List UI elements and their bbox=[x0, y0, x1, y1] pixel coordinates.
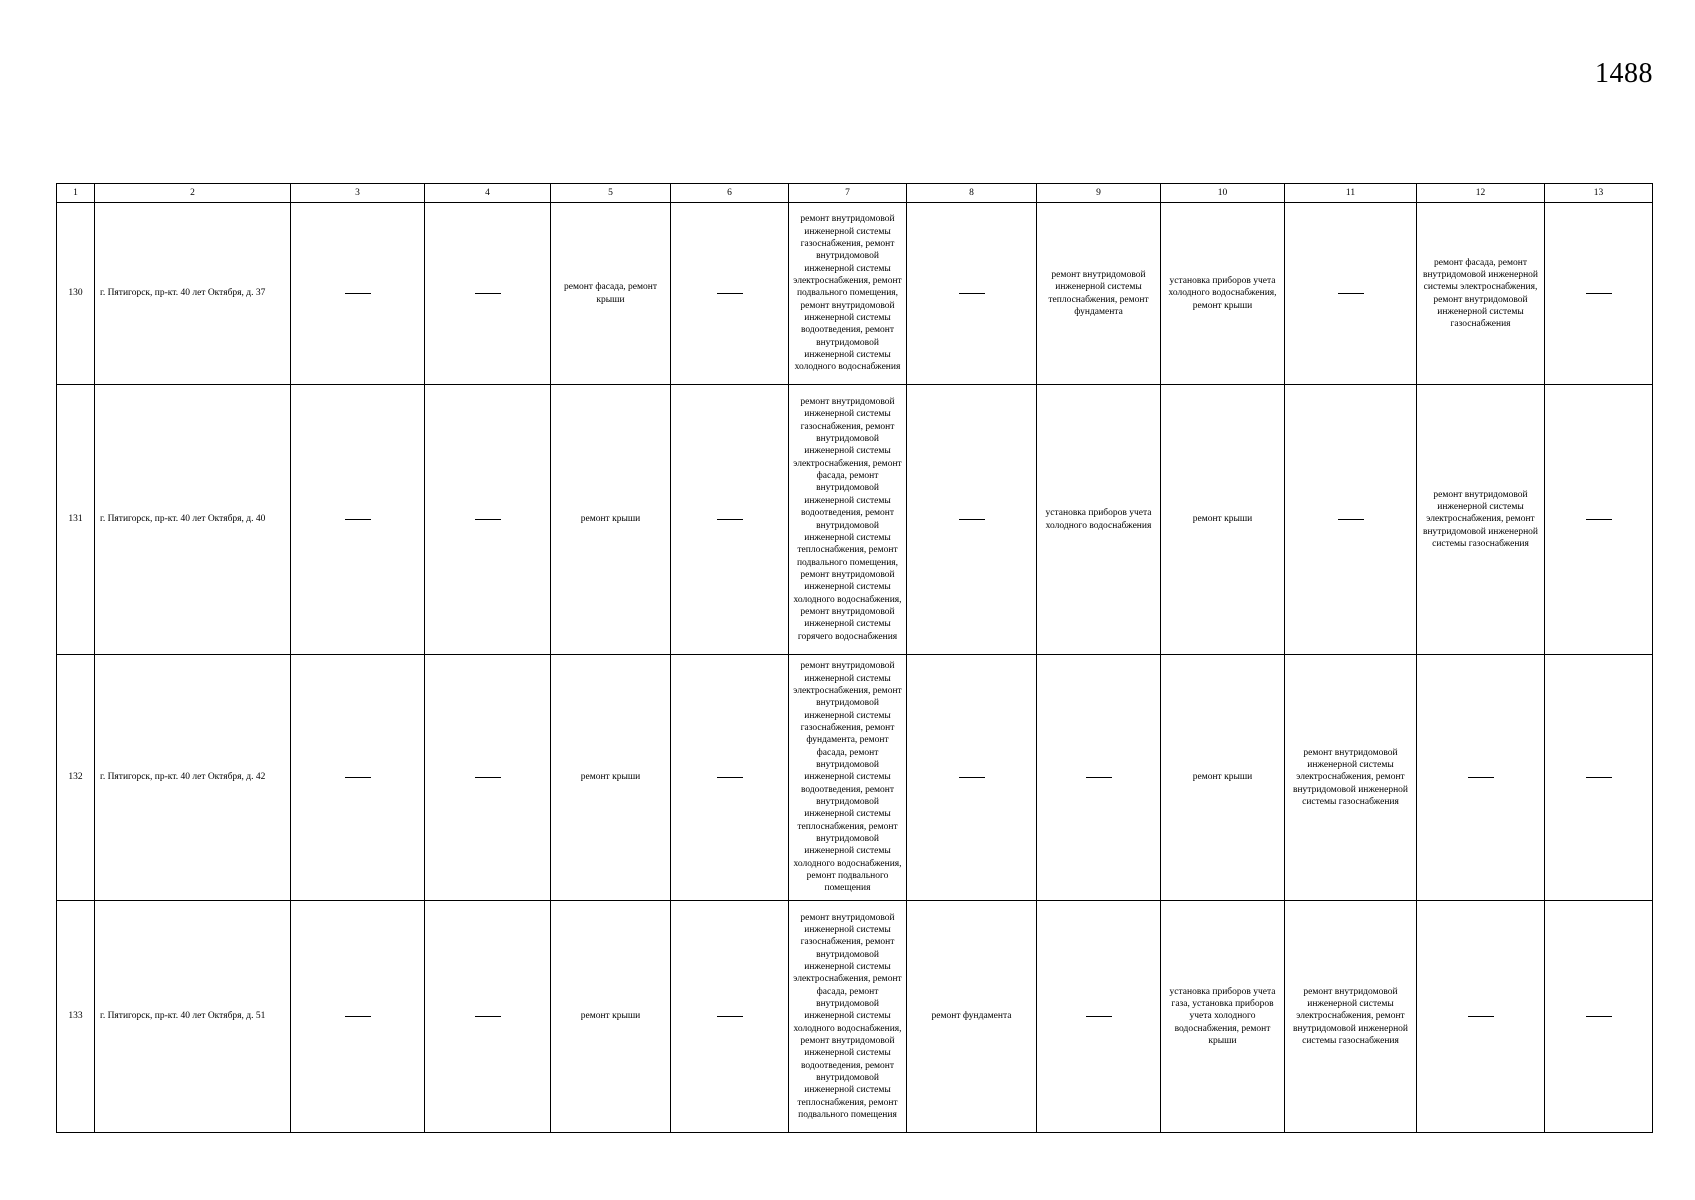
empty-cell bbox=[291, 901, 425, 1133]
dash-mark bbox=[1586, 1016, 1612, 1017]
work-cell: ремонт крыши bbox=[551, 655, 671, 901]
repair-schedule-table bbox=[56, 183, 1653, 1133]
empty-cell bbox=[1037, 655, 1161, 901]
empty-cell bbox=[1545, 203, 1653, 385]
empty-cell bbox=[425, 901, 551, 1133]
dash-mark bbox=[475, 519, 501, 520]
row-number: 133 bbox=[57, 901, 95, 1133]
dash-mark bbox=[1338, 519, 1364, 520]
dash-mark bbox=[717, 293, 743, 294]
empty-cell bbox=[671, 655, 789, 901]
dash-mark bbox=[345, 519, 371, 520]
column-header: 12 bbox=[1417, 184, 1545, 203]
work-cell: ремонт крыши bbox=[1161, 655, 1285, 901]
column-header: 7 bbox=[789, 184, 907, 203]
empty-cell bbox=[1545, 655, 1653, 901]
table-row bbox=[57, 385, 1653, 655]
empty-cell bbox=[1037, 901, 1161, 1133]
work-cell: ремонт внутридомовой инженерной системы электроснабжения, ремонт внутридомовой инженерной системы газоснабжения bbox=[1285, 901, 1417, 1133]
empty-cell bbox=[671, 203, 789, 385]
dash-mark bbox=[345, 777, 371, 778]
dash-mark bbox=[475, 777, 501, 778]
work-cell: ремонт внутридомовой инженерной системы электроснабжения, ремонт внутридомовой инженерной системы газоснабжения, ремонт фундамента, ремонт фасада, ремонт внутридомовой инженерной системы водоотведения, ремонт внутридомовой инженерной системы теплоснабжения, ремонт внутридомовой инженерной системы холодного водоснабжения, ремонт подвального помещения bbox=[789, 655, 907, 901]
work-cell: установка приборов учета газа, установка приборов учета холодного водоснабжения, ремонт крыши bbox=[1161, 901, 1285, 1133]
column-header: 5 bbox=[551, 184, 671, 203]
work-cell: ремонт фундамента bbox=[907, 901, 1037, 1133]
column-header: 6 bbox=[671, 184, 789, 203]
dash-mark bbox=[1086, 777, 1112, 778]
work-cell: ремонт крыши bbox=[551, 385, 671, 655]
empty-cell bbox=[425, 385, 551, 655]
work-cell: ремонт внутридомовой инженерной системы электроснабжения, ремонт внутридомовой инженерной системы газоснабжения bbox=[1285, 655, 1417, 901]
address-cell: г. Пятигорск, пр-кт. 40 лет Октября, д. 40 bbox=[95, 385, 291, 655]
column-number-row bbox=[57, 184, 1653, 203]
empty-cell bbox=[1545, 385, 1653, 655]
dash-mark bbox=[1086, 1016, 1112, 1017]
dash-mark bbox=[1468, 1016, 1494, 1017]
work-cell: установка приборов учета холодного водоснабжения bbox=[1037, 385, 1161, 655]
empty-cell bbox=[291, 203, 425, 385]
column-header: 4 bbox=[425, 184, 551, 203]
dash-mark bbox=[345, 1016, 371, 1017]
dash-mark bbox=[1468, 777, 1494, 778]
empty-cell bbox=[291, 655, 425, 901]
dash-mark bbox=[717, 777, 743, 778]
work-cell: ремонт внутридомовой инженерной системы газоснабжения, ремонт внутридомовой инженерной системы электроснабжения, ремонт фасада, ремонт внутридомовой инженерной системы холодного водоснабжения, ремонт внутридомовой инженерной системы водоотведения, ремонт внутридомовой инженерной системы теплоснабжения, ремонт подвального помещения bbox=[789, 901, 907, 1133]
empty-cell bbox=[425, 655, 551, 901]
empty-cell bbox=[1285, 385, 1417, 655]
table-row bbox=[57, 901, 1653, 1133]
empty-cell bbox=[291, 385, 425, 655]
address-cell: г. Пятигорск, пр-кт. 40 лет Октября, д. 37 bbox=[95, 203, 291, 385]
page-number: 1488 bbox=[1595, 58, 1653, 89]
column-header: 13 bbox=[1545, 184, 1653, 203]
dash-mark bbox=[959, 293, 985, 294]
empty-cell bbox=[907, 655, 1037, 901]
work-cell: ремонт фасада, ремонт крыши bbox=[551, 203, 671, 385]
work-cell: ремонт внутридомовой инженерной системы газоснабжения, ремонт внутридомовой инженерной системы электроснабжения, ремонт фасада, ремонт внутридомовой инженерной системы водоотведения, ремонт внутридомовой инженерной системы теплоснабжения, ремонт подвального помещения, ремонт внутридомовой инженерной системы холодного водоснабжения, ремонт внутридомовой инженерной системы горячего водоснабжения bbox=[789, 385, 907, 655]
row-number: 132 bbox=[57, 655, 95, 901]
dash-mark bbox=[475, 293, 501, 294]
dash-mark bbox=[959, 519, 985, 520]
work-cell: ремонт фасада, ремонт внутридомовой инженерной системы электроснабжения, ремонт внутридомовой инженерной системы газоснабжения bbox=[1417, 203, 1545, 385]
column-header: 2 bbox=[95, 184, 291, 203]
row-number: 130 bbox=[57, 203, 95, 385]
column-header: 10 bbox=[1161, 184, 1285, 203]
column-header: 8 bbox=[907, 184, 1037, 203]
address-cell: г. Пятигорск, пр-кт. 40 лет Октября, д. 51 bbox=[95, 901, 291, 1133]
work-cell: ремонт крыши bbox=[1161, 385, 1285, 655]
empty-cell bbox=[671, 901, 789, 1133]
dash-mark bbox=[1586, 519, 1612, 520]
table-row bbox=[57, 655, 1653, 901]
work-cell: ремонт внутридомовой инженерной системы газоснабжения, ремонт внутридомовой инженерной системы электроснабжения, ремонт подвального помещения, ремонт внутридомовой инженерной системы водоотведения, ремонт внутридомовой инженерной системы холодного водоснабжения bbox=[789, 203, 907, 385]
column-header: 11 bbox=[1285, 184, 1417, 203]
work-cell: установка приборов учета холодного водоснабжения, ремонт крыши bbox=[1161, 203, 1285, 385]
dash-mark bbox=[475, 1016, 501, 1017]
dash-mark bbox=[717, 519, 743, 520]
dash-mark bbox=[959, 777, 985, 778]
empty-cell bbox=[1545, 901, 1653, 1133]
column-header: 9 bbox=[1037, 184, 1161, 203]
dash-mark bbox=[717, 1016, 743, 1017]
row-number: 131 bbox=[57, 385, 95, 655]
empty-cell bbox=[671, 385, 789, 655]
empty-cell bbox=[425, 203, 551, 385]
column-header: 1 bbox=[57, 184, 95, 203]
dash-mark bbox=[1586, 293, 1612, 294]
column-header: 3 bbox=[291, 184, 425, 203]
work-cell: ремонт внутридомовой инженерной системы теплоснабжения, ремонт фундамента bbox=[1037, 203, 1161, 385]
work-cell: ремонт внутридомовой инженерной системы электроснабжения, ремонт внутридомовой инженерной системы газоснабжения bbox=[1417, 385, 1545, 655]
dash-mark bbox=[1586, 777, 1612, 778]
table-row bbox=[57, 203, 1653, 385]
empty-cell bbox=[907, 385, 1037, 655]
address-cell: г. Пятигорск, пр-кт. 40 лет Октября, д. 42 bbox=[95, 655, 291, 901]
empty-cell bbox=[907, 203, 1037, 385]
dash-mark bbox=[1338, 293, 1364, 294]
empty-cell bbox=[1417, 655, 1545, 901]
work-cell: ремонт крыши bbox=[551, 901, 671, 1133]
empty-cell bbox=[1417, 901, 1545, 1133]
dash-mark bbox=[345, 293, 371, 294]
empty-cell bbox=[1285, 203, 1417, 385]
